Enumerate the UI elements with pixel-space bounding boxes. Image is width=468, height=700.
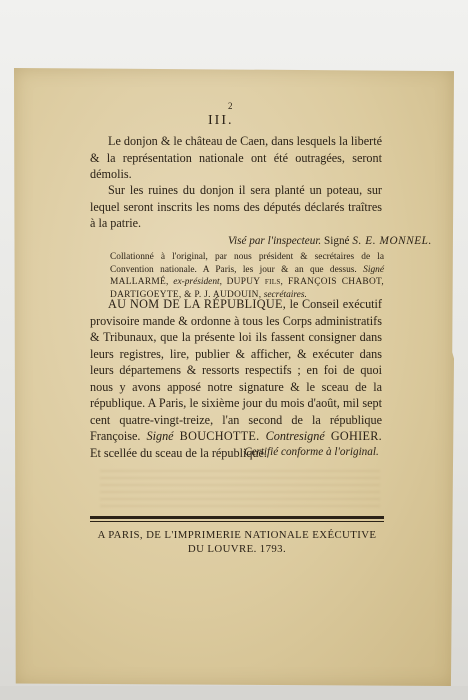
visa-prefix: Visé par l'inspecteur.: [228, 235, 322, 247]
certification-line: Certifié conforme à l'original.: [244, 446, 379, 458]
signatory-mallarme: MALLARMÉ,: [110, 277, 169, 288]
decree-seal: Et scellée du sceau de la république.: [90, 445, 267, 460]
decree-paragraph: [90, 296, 382, 461]
decree-contresigne: Contresigné: [265, 429, 325, 443]
signatory-gohier: GOHIER.: [330, 429, 383, 443]
signatory-bouchotte: BOUCHOTTE.: [179, 429, 260, 443]
collation-block: [110, 251, 384, 301]
decree-body: le Conseil exécutif provisoire mande & ordonne à tous les Corps administratifs & Tribunaux, que la présente loi ils fassent consigner dans leurs registres, lire, publier & afficher, & exécuter dans leurs départemens & ressorts respectifs ; en foi de quoi nous y avons apposé notre signature & le sceau de la république. A Paris, le sixième jour du mois d'août, mil sept cent quatre-vingt-treize, l'an second de la république Françoise.: [90, 297, 382, 443]
decree-opening: AU NOM DE LA RÉPUBLIQUE,: [108, 297, 287, 311]
title-secretaires: secrétaires.: [263, 289, 307, 300]
imprint-line-2: DU LOUVRE. 1793.: [187, 543, 287, 555]
paragraph-demolition: Le donjon & le château de Caen, dans lesquels la liberté & la représentation nationale ont été outragées, seront démolis.: [90, 134, 382, 181]
decree-signe: Signé: [146, 429, 174, 443]
show-through-text: [100, 470, 380, 510]
section-number: III.: [208, 113, 234, 128]
imprint-rule-thick: [90, 516, 384, 519]
printer-imprint: [90, 528, 384, 556]
paragraph-poteau: Sur les ruines du donjon il sera planté un poteau, sur lequel seront inscrits les noms des députés déclarés traîtres à la patrie.: [90, 183, 382, 230]
visa-line: [228, 233, 432, 250]
title-ex-president: ex-président,: [173, 277, 222, 288]
signatories-list: DUPUY fils, FRANÇOIS CHABOT, DARTIGOEYTE, & P. J. AUDOUIN,: [110, 277, 384, 300]
visa-name: S. E. MONNEL.: [352, 235, 432, 247]
collation-signe: Signé: [363, 264, 384, 275]
collation-text: Collationné à l'original, par nous président & secrétaires de la Convention nationale. A Paris, les jour & an que dessus.: [110, 252, 384, 275]
visa-signed: Signé: [324, 235, 350, 247]
imprint-rule-thin: [90, 521, 384, 522]
table-surface: [0, 686, 468, 700]
imprint-line-1: A PARIS, DE L'IMPRIMERIE NATIONALE EXÉCUTIVE: [97, 529, 377, 541]
page-number: 2: [228, 101, 233, 111]
